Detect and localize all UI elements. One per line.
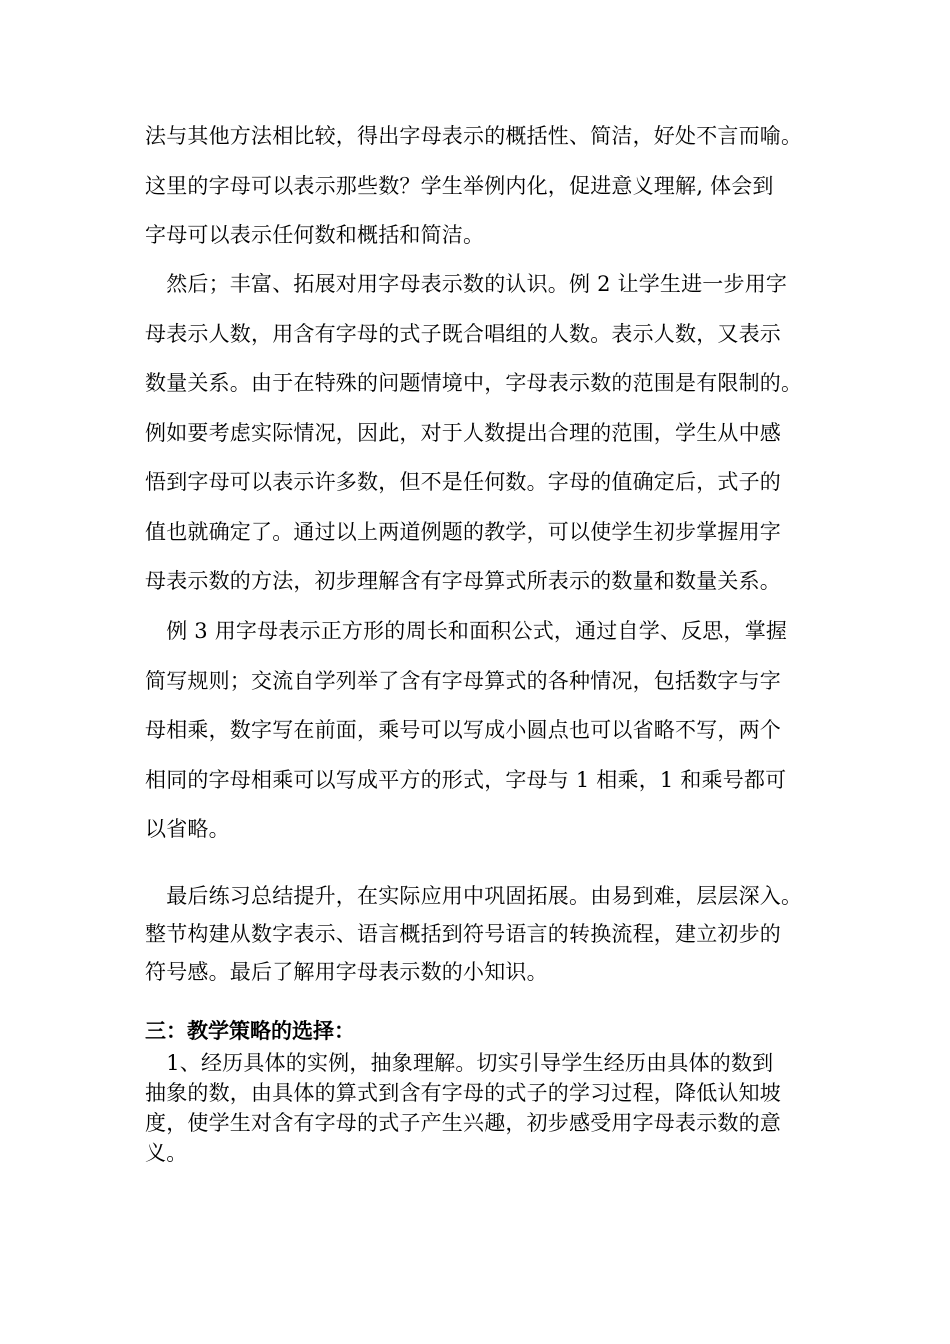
text-line: 数量关系。由于在特殊的问题情境中，字母表示数的范围是有限制的。 xyxy=(145,371,803,395)
text-line: 简写规则；交流自学列举了含有字母算式的各种情况，包括数字与字 xyxy=(145,668,781,693)
section-heading: 三：教学策略的选择： xyxy=(145,1018,355,1043)
paragraph-3 xyxy=(145,607,825,855)
text-line: 以省略。 xyxy=(145,817,230,841)
text-line: 母表示数的方法，初步理解含有字母算式所表示的数量和数量关系。 xyxy=(145,569,781,593)
text-line: 然后；丰富、拓展对用字母表示数的认识。例 2 让学生进一步用字 xyxy=(145,272,788,296)
text-line: 值也就确定了。通过以上两道例题的教学，可以使学生初步掌握用字 xyxy=(145,519,781,544)
strategy-paragraph xyxy=(145,1048,825,1168)
text-line: 例 3 用字母表示正方形的周长和面积公式，通过自学、反思，掌握 xyxy=(145,619,788,643)
paragraph-1 xyxy=(145,112,825,261)
text-line: 1、经历具体的实例，抽象理解。切实引导学生经历由具体的数到 xyxy=(145,1051,774,1075)
text-line: 最后练习总结提升，在实际应用中巩固拓展。由易到难，层层深入。 xyxy=(145,884,803,908)
text-line: 母表示人数，用含有字母的式子既合唱组的人数。表示人数，又表示 xyxy=(145,321,781,346)
text-line: 悟到字母可以表示许多数，但不是任何数。字母的值确定后，式子的 xyxy=(145,470,781,494)
text-line: 度，使学生对含有字母的式子产生兴趣，初步感受用字母表示数的意 xyxy=(145,1111,781,1135)
text-line: 义。 xyxy=(145,1141,188,1165)
text-line: 字母可以表示任何数和概括和简洁。 xyxy=(145,223,485,247)
text-line: 母相乘，数字写在前面，乘号可以写成小圆点也可以省略不写，两个 xyxy=(145,718,781,742)
text-line: 相同的字母相乘可以写成平方的形式，字母与 1 相乘，1 和乘号都可 xyxy=(145,767,787,792)
text-line: 抽象的数，由具体的算式到含有字母的式子的学习过程，降低认知坡 xyxy=(145,1081,781,1105)
text-line: 符号感。最后了解用字母表示数的小知识。 xyxy=(145,960,548,984)
text-line: 这里的字母可以表示那些数？学生举例内化，促进意义理解, 体会到 xyxy=(145,173,774,198)
paragraph-4 xyxy=(145,877,825,991)
paragraph-2 xyxy=(145,260,825,607)
text-line: 例如要考虑实际情况，因此，对于人数提出合理的范围，学生从中感 xyxy=(145,420,781,445)
text-line: 整节构建从数字表示、语言概括到符号语言的转换流程，建立初步的 xyxy=(145,922,781,946)
text-line: 法与其他方法相比较，得出字母表示的概括性、简洁，好处不言而喻。 xyxy=(145,124,803,148)
